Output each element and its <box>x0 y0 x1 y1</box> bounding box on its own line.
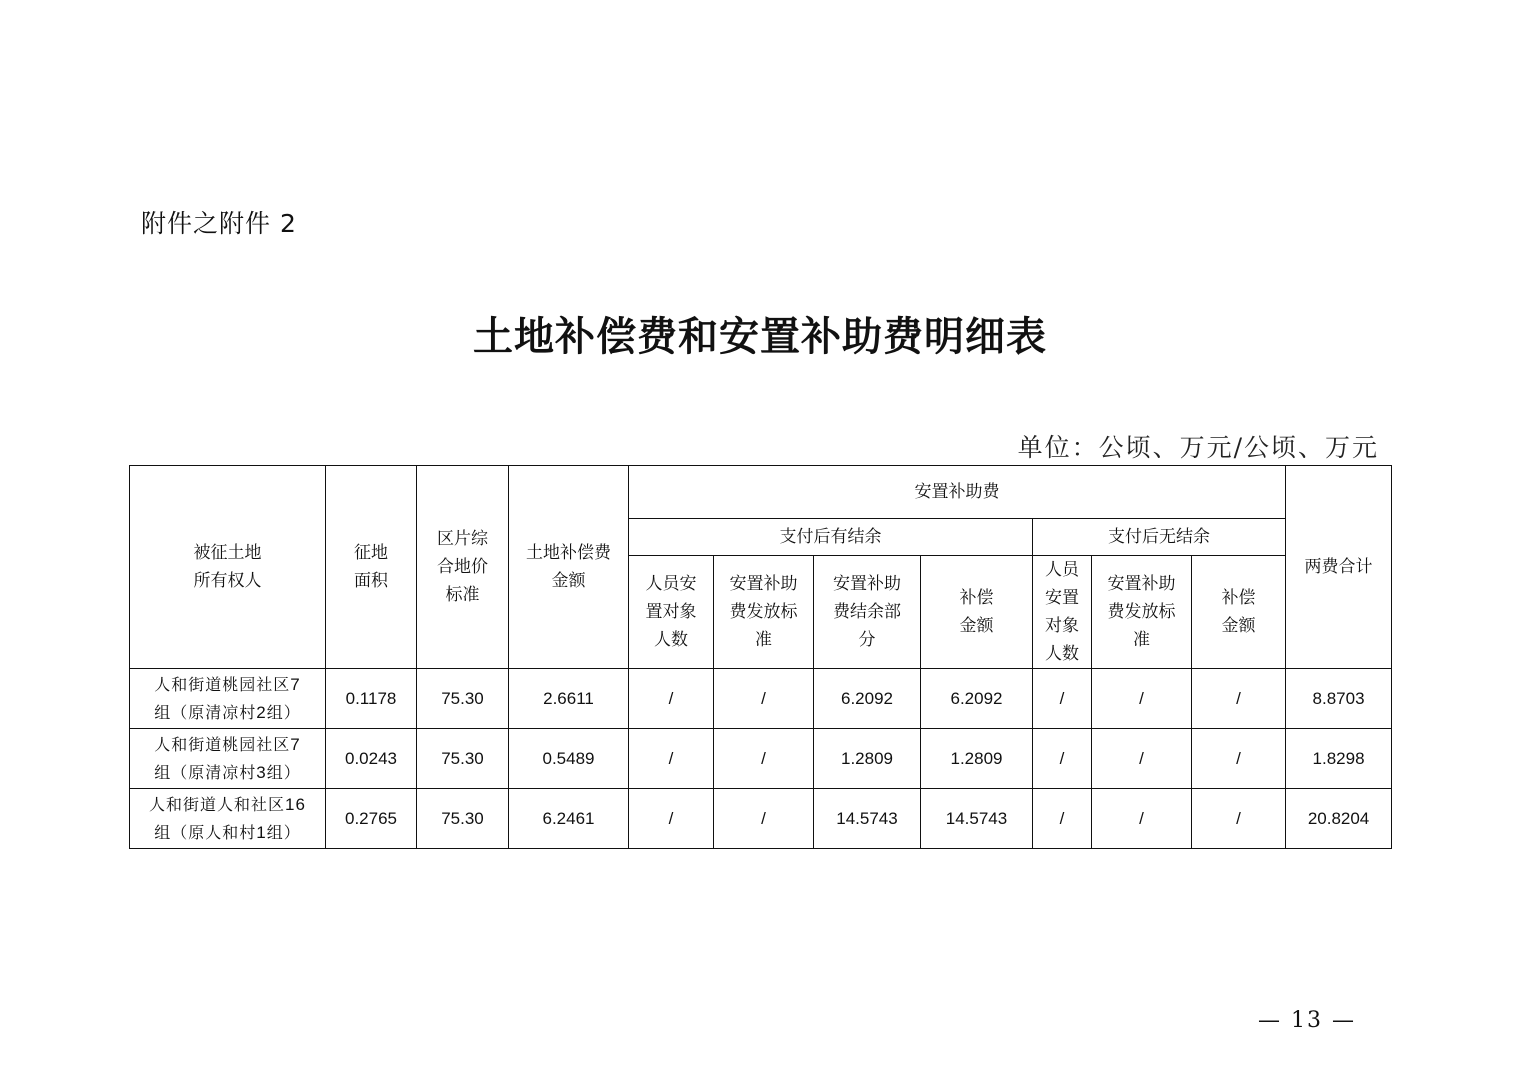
table-row <box>130 669 1392 729</box>
compensation-amount-2-cell: / <box>1192 789 1286 849</box>
header-persons-2: 人员 安置 对象 人数 <box>1033 556 1092 669</box>
subsidy-standard-cell: / <box>714 729 814 789</box>
area-cell: 0.2765 <box>326 789 417 849</box>
persons-cell: / <box>629 729 714 789</box>
subsidy-balance-cell: 14.5743 <box>814 789 921 849</box>
persons-cell: / <box>629 789 714 849</box>
area-cell: 0.1178 <box>326 669 417 729</box>
header-owner: 被征土地 所有权人 <box>130 466 326 669</box>
page-number: — 13 — <box>1258 1008 1356 1033</box>
persons-2-cell: / <box>1033 669 1092 729</box>
header-subsidy-standard-2: 安置补助 费发放标 准 <box>1092 556 1192 669</box>
land-comp-cell: 0.5489 <box>509 729 629 789</box>
price-cell: 75.30 <box>417 789 509 849</box>
compensation-amount-cell: 6.2092 <box>921 669 1033 729</box>
total-cell: 8.8703 <box>1286 669 1392 729</box>
land-comp-cell: 6.2461 <box>509 789 629 849</box>
header-without-balance: 支付后无结余 <box>1033 519 1286 556</box>
owner-cell: 人和街道桃园社区7 组（原清凉村3组） <box>130 729 326 789</box>
unit-note: 单位：公顷、万元/公顷、万元 <box>1017 433 1379 462</box>
persons-2-cell: / <box>1033 789 1092 849</box>
compensation-amount-2-cell: / <box>1192 729 1286 789</box>
subsidy-standard-2-cell: / <box>1092 669 1192 729</box>
total-cell: 1.8298 <box>1286 729 1392 789</box>
table-row <box>130 789 1392 849</box>
owner-cell: 人和街道人和社区16 组（原人和村1组） <box>130 789 326 849</box>
header-with-balance: 支付后有结余 <box>629 519 1033 556</box>
header-area: 征地 面积 <box>326 466 417 669</box>
header-persons: 人员安 置对象 人数 <box>629 556 714 669</box>
header-resettlement-subsidy: 安置补助费 <box>629 466 1286 519</box>
attachment-label: 附件之附件 2 <box>141 209 297 238</box>
subsidy-balance-cell: 6.2092 <box>814 669 921 729</box>
owner-cell: 人和街道桃园社区7 组（原清凉村2组） <box>130 669 326 729</box>
subsidy-standard-cell: / <box>714 789 814 849</box>
price-cell: 75.30 <box>417 729 509 789</box>
header-total: 两费合计 <box>1286 466 1392 669</box>
subsidy-standard-2-cell: / <box>1092 729 1192 789</box>
price-cell: 75.30 <box>417 669 509 729</box>
compensation-amount-cell: 1.2809 <box>921 729 1033 789</box>
table-row <box>130 729 1392 789</box>
header-compensation-amount: 补偿 金额 <box>921 556 1033 669</box>
header-land-compensation: 土地补偿费 金额 <box>509 466 629 669</box>
area-cell: 0.0243 <box>326 729 417 789</box>
document-title: 土地补偿费和安置补助费明细表 <box>473 313 1047 360</box>
compensation-table <box>129 465 1392 849</box>
header-compensation-amount-2: 补偿 金额 <box>1192 556 1286 669</box>
total-cell: 20.8204 <box>1286 789 1392 849</box>
header-row-1 <box>130 466 1392 519</box>
persons-cell: / <box>629 669 714 729</box>
compensation-amount-cell: 14.5743 <box>921 789 1033 849</box>
compensation-amount-2-cell: / <box>1192 669 1286 729</box>
subsidy-balance-cell: 1.2809 <box>814 729 921 789</box>
subsidy-standard-2-cell: / <box>1092 789 1192 849</box>
subsidy-standard-cell: / <box>714 669 814 729</box>
header-subsidy-standard: 安置补助 费发放标 准 <box>714 556 814 669</box>
land-comp-cell: 2.6611 <box>509 669 629 729</box>
persons-2-cell: / <box>1033 729 1092 789</box>
header-price-standard: 区片综 合地价 标准 <box>417 466 509 669</box>
header-subsidy-balance: 安置补助 费结余部 分 <box>814 556 921 669</box>
